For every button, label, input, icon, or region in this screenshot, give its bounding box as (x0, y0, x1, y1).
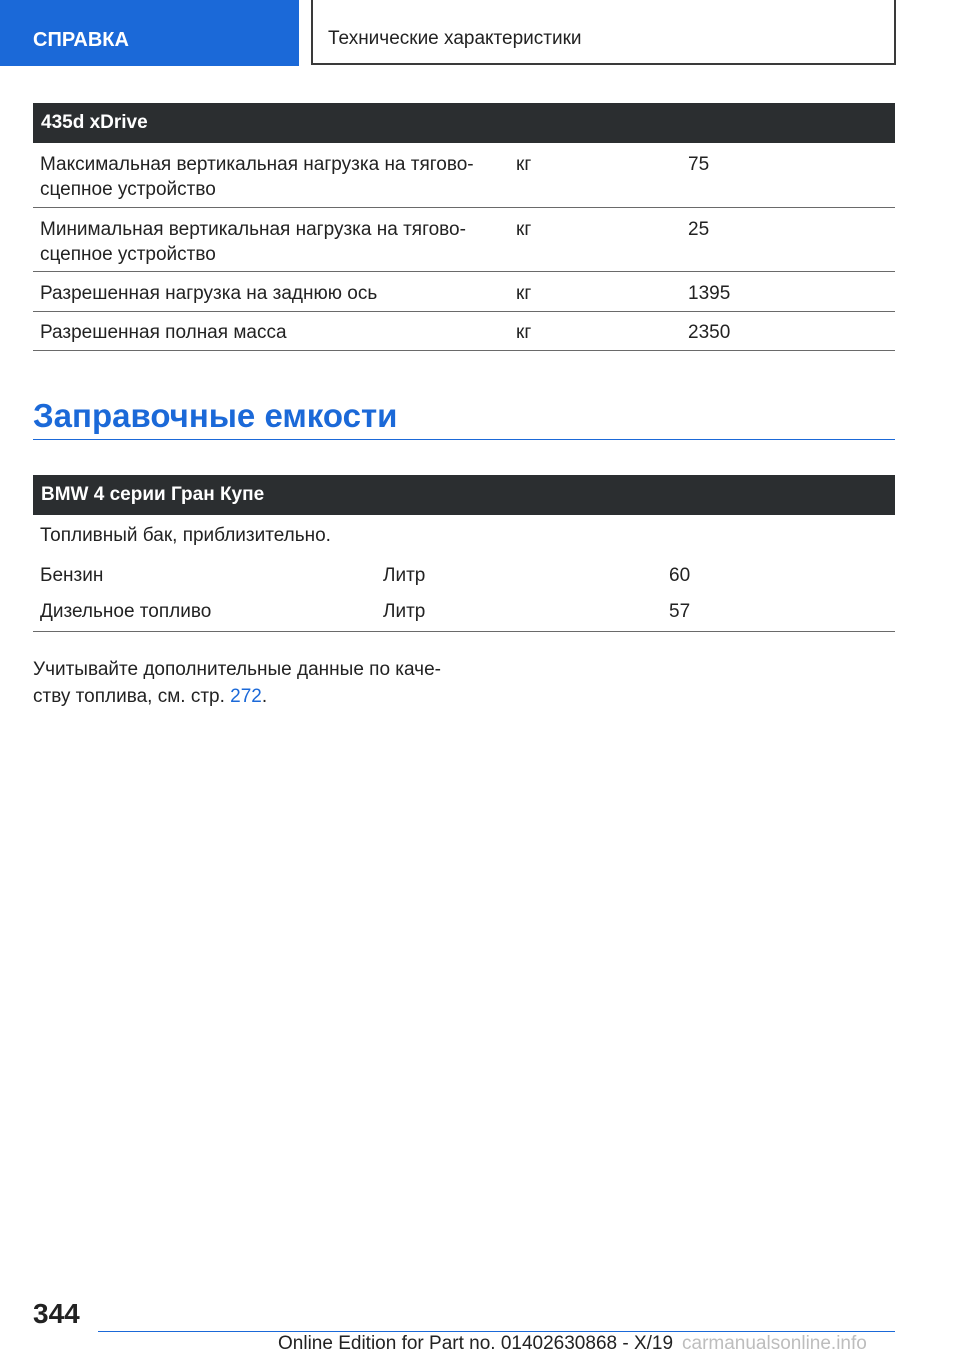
note-text: Учитывайте дополнительные данные по каче-ству топлива, см. стр. (33, 659, 441, 707)
page-link[interactable]: 272 (230, 686, 262, 707)
note-end: . (261, 686, 268, 707)
row-unit: Литр (383, 601, 426, 622)
table-row (33, 272, 895, 312)
table-row (33, 143, 895, 208)
table-row (33, 208, 895, 272)
table-subtitle: Топливный бак, приблизительно. (40, 525, 331, 546)
row-value: 75 (688, 154, 710, 175)
fuel-quality-note (33, 656, 463, 710)
capacities-table-header: BMW 4 серии Гран Купе (33, 475, 895, 515)
page-number: 344 (33, 1298, 80, 1329)
row-value: 25 (688, 219, 710, 240)
header-section-label: СПРАВКА (33, 28, 129, 51)
row-label: Максимальная вертикальная нагрузка на тягово-сцепное устройство (40, 154, 474, 200)
row-unit: кг (516, 322, 532, 343)
row-label: Минимальная вертикальная нагрузка на тягово-сцепное устройство (40, 219, 466, 265)
header-section-tab[interactable] (0, 0, 299, 66)
table-row (33, 556, 895, 595)
row-label: Бензин (40, 565, 104, 586)
row-unit: кг (516, 154, 532, 175)
row-value: 1395 (688, 283, 731, 304)
section-title: Заправочные емкости (33, 396, 895, 440)
row-label: Разрешенная нагрузка на заднюю ось (40, 283, 378, 304)
header-chapter-label: Технические характеристики (328, 27, 582, 49)
row-unit: кг (516, 283, 532, 304)
footer-divider (98, 1331, 895, 1332)
row-label: Разрешенная полная масса (40, 322, 287, 343)
row-label: Дизельное топливо (40, 601, 212, 622)
weights-table-header: 435d xDrive (33, 103, 895, 143)
row-unit: кг (516, 219, 532, 240)
weights-table (33, 103, 895, 351)
footer-edition: Online Edition for Part no. 01402630868 - X/19 (278, 1333, 674, 1354)
row-value: 2350 (688, 322, 731, 343)
row-unit: Литр (383, 565, 426, 586)
row-value: 60 (669, 565, 691, 586)
row-value: 57 (669, 601, 691, 622)
capacities-table (33, 475, 895, 632)
table-row (33, 312, 895, 351)
table-subtitle-row (33, 515, 895, 556)
table-row (33, 595, 895, 632)
watermark: carmanualsonline.info (682, 1333, 867, 1354)
header-chapter-title (311, 0, 896, 65)
